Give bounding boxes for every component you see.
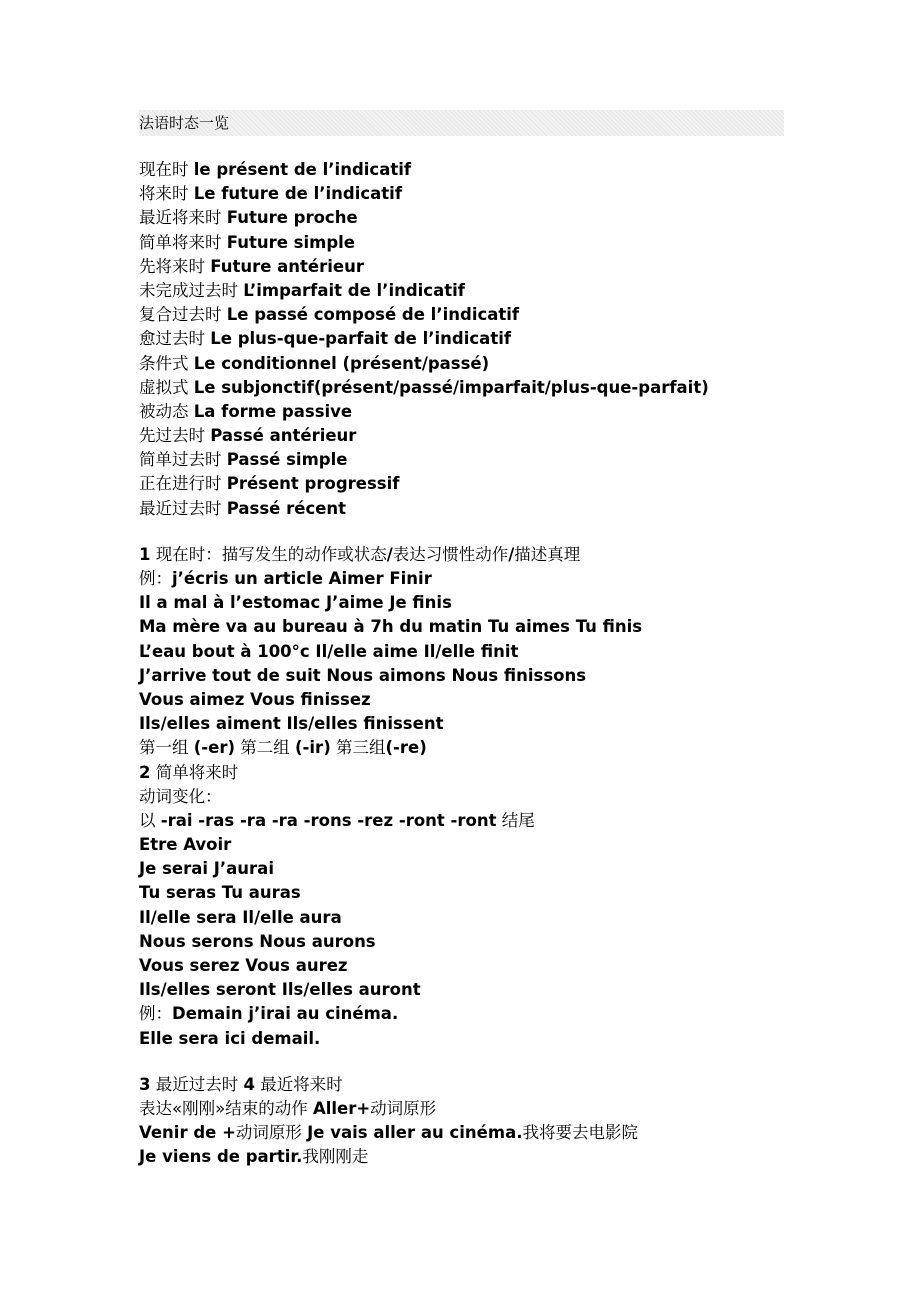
tense-fr: L’imparfait de l’indicatif <box>243 280 465 300</box>
conjugation-line: Je serai J’aurai <box>139 859 274 879</box>
tense-item <box>139 255 799 279</box>
tense-zh: 被动态 <box>139 401 194 421</box>
tense-zh: 未完成过去时 <box>139 280 244 300</box>
section-number: 4 <box>243 1074 255 1094</box>
tense-fr: Future antérieur <box>210 256 364 276</box>
tense-zh: 虚拟式 <box>139 377 194 397</box>
tense-fr: Future proche <box>226 208 358 228</box>
tense-item <box>139 206 799 230</box>
tense-fr: La forme passive <box>193 401 353 421</box>
example-line: 例：j’écris un article Aimer Finir <box>139 569 432 588</box>
tense-zh: 简单将来时 <box>139 232 227 252</box>
conjugation-line: Nous serons Nous aurons <box>139 931 376 951</box>
tense-fr: Le conditionnel (présent/passé) <box>193 353 490 373</box>
document-page <box>139 110 799 1170</box>
section-heading: 3 最近过去时 4 最近将来时 <box>139 1074 343 1094</box>
section-heading: 1 现在时：描写发生的动作或状态/表达习惯性动作/描述真理 <box>139 544 581 564</box>
tense-fr: le présent de l’indicatif <box>193 160 412 179</box>
tense-list <box>139 158 799 521</box>
document-title: 法语时态一览 <box>139 110 784 136</box>
example-line: 例：Demain j’irai au cinéma. <box>139 1004 399 1024</box>
spacer <box>139 1051 799 1073</box>
tense-zh: 现在时 <box>139 160 194 179</box>
spacer <box>139 521 799 543</box>
tense-zh: 最近过去时 <box>139 498 227 518</box>
example-line: Venir de +动词原形 Je vais aller au cinéma.我将要去电影院 <box>139 1123 638 1143</box>
tense-zh: 条件式 <box>139 353 194 373</box>
tense-fr: Passé récent <box>226 498 347 518</box>
tense-fr: Présent progressif <box>226 474 400 494</box>
tense-item <box>139 497 799 521</box>
conjugation-line: J’arrive tout de suit Nous aimons Nous finissons <box>139 665 587 685</box>
tense-item <box>139 231 799 255</box>
tense-fr: Passé antérieur <box>210 426 357 446</box>
conjugation-line: Ils/elles aiment Ils/elles finissent <box>139 714 444 734</box>
tense-zh: 将来时 <box>139 184 194 204</box>
tense-fr: Le subjonctif(présent/passé/imparfait/plus-que-parfait) <box>193 377 709 397</box>
endings-line: 以 -rai -ras -ra -ra -rons -rez -ront -ront 结尾 <box>139 810 535 830</box>
conjugation-line: Tu seras Tu auras <box>139 883 301 903</box>
tense-item <box>139 352 799 376</box>
tense-zh: 复合过去时 <box>139 305 227 325</box>
conjugation-line: Ma mère va au bureau à 7h du matin Tu aimes Tu finis <box>139 617 643 637</box>
conjugation-line: Ils/elles seront Ils/elles auront <box>139 980 421 1000</box>
example-line: Je viens de partir.我刚刚走 <box>139 1147 369 1167</box>
tense-item <box>139 376 799 400</box>
tense-zh: 简单过去时 <box>139 450 227 470</box>
section-number: 2 <box>139 762 151 782</box>
tense-zh: 最近将来时 <box>139 208 227 228</box>
tense-item <box>139 182 799 206</box>
section-heading: 2 简单将来时 <box>139 762 239 782</box>
tense-item <box>139 327 799 351</box>
section-number: 3 <box>139 1074 151 1094</box>
explanation-line: 表达«刚刚»结束的动作 Aller+动词原形 <box>139 1098 437 1118</box>
subheading: 动词变化： <box>139 786 222 806</box>
spacer <box>139 136 799 158</box>
section-simple-future <box>139 761 799 1051</box>
conjugation-line: L’eau bout à 100°c Il/elle aime Il/elle finit <box>139 641 519 661</box>
tense-item <box>139 448 799 472</box>
tense-item <box>139 158 799 182</box>
example-line: Elle sera ici demail. <box>139 1028 321 1048</box>
tense-zh: 先过去时 <box>139 426 211 446</box>
conjugation-line: Vous aimez Vous finissez <box>139 689 371 709</box>
tense-item <box>139 303 799 327</box>
conjugation-line: Vous serez Vous aurez <box>139 956 348 975</box>
tense-fr: Le passé composé de l’indicatif <box>226 305 520 325</box>
tense-fr: Passé simple <box>226 450 348 470</box>
conjugation-line: Il a mal à l’estomac J’aime Je finis <box>139 593 452 613</box>
tense-fr: Le future de l’indicatif <box>193 184 403 204</box>
tense-zh: 正在进行时 <box>139 474 227 494</box>
tense-fr: Future simple <box>226 232 355 252</box>
tense-item <box>139 424 799 448</box>
conjugation-line: Il/elle sera Il/elle aura <box>139 907 342 927</box>
tense-item <box>139 400 799 424</box>
tense-zh: 先将来时 <box>139 256 211 276</box>
conjugation-line: Etre Avoir <box>139 835 232 855</box>
section-number: 1 <box>139 544 151 564</box>
verb-groups-line: 第一组 (-er) 第二组 (-ir) 第三组(-re) <box>139 738 427 758</box>
tense-zh: 愈过去时 <box>139 329 211 349</box>
section-present-tense <box>139 543 799 761</box>
section-recent-tenses <box>139 1073 799 1170</box>
tense-fr: Le plus-que-parfait de l’indicatif <box>210 329 512 349</box>
tense-item <box>139 472 799 496</box>
tense-item <box>139 279 799 303</box>
